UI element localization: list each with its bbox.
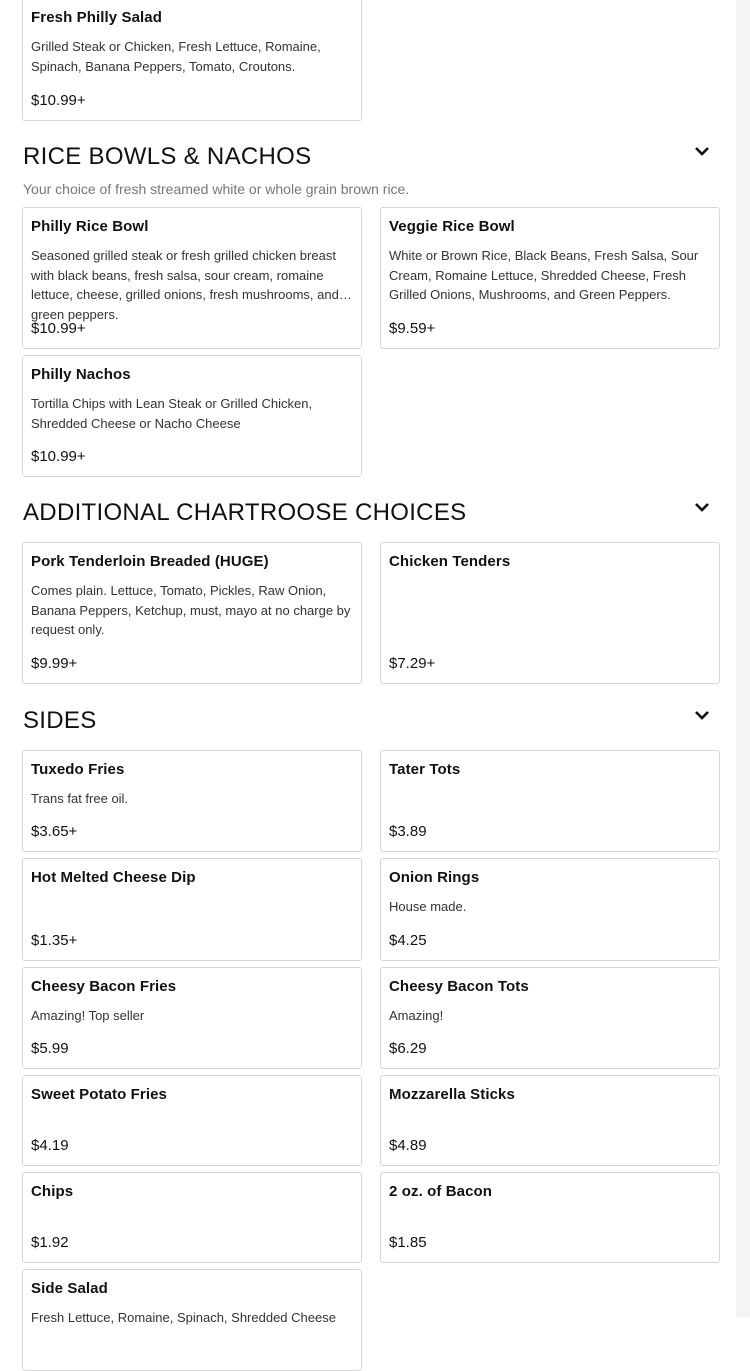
menu-item-sweet-potato-fries[interactable]	[22, 1075, 362, 1166]
menu-item-side-salad[interactable]	[22, 1269, 362, 1371]
menu-item-title: Side Salad	[31, 1280, 108, 1297]
menu-item-price: $3.65+	[31, 823, 78, 840]
menu-item-title: Philly Rice Bowl	[31, 218, 149, 235]
menu-item-price: $10.99+	[31, 92, 86, 109]
menu-item-title: Mozzarella Sticks	[389, 1086, 515, 1103]
menu-item-price: $4.89	[389, 1137, 427, 1154]
menu-item-cheesy-bacon-fries[interactable]	[22, 967, 362, 1069]
menu-item-description: House made.	[389, 899, 467, 914]
menu-item-2oz-bacon[interactable]	[380, 1172, 720, 1263]
section-title-sides: SIDES	[23, 707, 97, 734]
menu-item-pork-tenderloin[interactable]	[22, 542, 362, 684]
menu-item-description: Comes plain. Lettuce, Tomato, Pickles, Raw Onion, Banana Peppers, Ketchup, must, mayo at no charge by request only.	[31, 583, 351, 637]
menu-item-title: Sweet Potato Fries	[31, 1086, 168, 1103]
menu-item-title: Tater Tots	[389, 761, 461, 778]
menu-item-price: $9.59+	[389, 320, 436, 337]
menu-item-description: White or Brown Rice, Black Beans, Fresh Salsa, Sour Cream, Romaine Lettuce, Shredded Cheese, Fresh Grilled Onions, Mushrooms, and Green Peppers.	[389, 248, 699, 302]
menu-item-veggie-rice-bowl[interactable]	[380, 207, 720, 349]
menu-item-price: $1.85	[389, 1234, 427, 1251]
menu-item-title: Cheesy Bacon Fries	[31, 978, 177, 995]
menu-item-price: $6.29	[389, 1040, 427, 1057]
menu-item-description: Seasoned grilled steak or fresh grilled chicken breast with black beans, fresh salsa, sour cream, romaine lettuce, cheese, grilled onions, fresh mushrooms, and green peppers.	[31, 248, 339, 322]
menu-item-title: Chicken Tenders	[389, 553, 511, 570]
menu-item-chips[interactable]	[22, 1172, 362, 1263]
menu-item-philly-rice-bowl[interactable]	[22, 207, 362, 349]
menu-item-description: Grilled Steak or Chicken, Fresh Lettuce, Romaine, Spinach, Banana Peppers, Tomato, Croutons.	[31, 39, 321, 74]
menu-item-tater-tots[interactable]	[380, 750, 720, 852]
menu-item-tuxedo-fries[interactable]	[22, 750, 362, 852]
menu-item-price: $1.92	[31, 1234, 69, 1251]
menu-item-price: $10.99+	[31, 320, 86, 337]
menu-item-hot-melted-cheese-dip[interactable]	[22, 858, 362, 961]
menu-item-title: Tuxedo Fries	[31, 761, 125, 778]
chevron-down-icon[interactable]	[693, 145, 711, 157]
viewport-clip	[0, 1269, 750, 1325]
section-title-rice-bowls-nachos: RICE BOWLS & NACHOS	[23, 143, 312, 170]
menu-item-title: 2 oz. of Bacon	[389, 1183, 493, 1200]
menu-item-title: Chips	[31, 1183, 74, 1200]
chevron-down-icon[interactable]	[693, 709, 711, 721]
menu-item-title: Hot Melted Cheese Dip	[31, 869, 196, 886]
page-scrollbar[interactable]	[736, 0, 750, 1317]
menu-item-description: Trans fat free oil.	[31, 791, 129, 806]
menu-item-price: $4.25	[389, 932, 427, 949]
section-title-additional-chartroose-choices: ADDITIONAL CHARTROOSE CHOICES	[23, 499, 467, 526]
menu-item-title: Veggie Rice Bowl	[389, 218, 515, 235]
menu-item-cheesy-bacon-tots[interactable]	[380, 967, 720, 1069]
menu-item-title: Philly Nachos	[31, 366, 131, 383]
menu-item-price: $4.19	[31, 1137, 69, 1154]
menu-item-title: Cheesy Bacon Tots	[389, 978, 529, 995]
menu-item-mozzarella-sticks[interactable]	[380, 1075, 720, 1166]
menu-item-title: Fresh Philly Salad	[31, 9, 163, 26]
menu-item-onion-rings[interactable]	[380, 858, 720, 961]
menu-item-price: $1.35+	[31, 932, 78, 949]
menu-item-title: Onion Rings	[389, 869, 480, 886]
menu-item-price: $5.99	[31, 1040, 69, 1057]
menu-item-price: $7.29+	[389, 655, 436, 672]
menu-item-price: $10.99+	[31, 448, 86, 465]
menu-item-description: Fresh Lettuce, Romaine, Spinach, Shredded Cheese	[31, 1310, 336, 1325]
menu-item-price: $9.99+	[31, 655, 78, 672]
menu-item-philly-nachos[interactable]	[22, 355, 362, 477]
menu-item-description: Amazing! Top seller	[31, 1008, 145, 1023]
menu-item-description: Tortilla Chips with Lean Steak or Grilled Chicken, Shredded Cheese or Nacho Cheese	[31, 396, 313, 431]
section-subtitle: Your choice of fresh streamed white or whole grain brown rice.	[23, 181, 410, 197]
menu-item-description: Amazing!	[389, 1008, 444, 1023]
menu-item-price: $3.89	[389, 823, 427, 840]
menu-item-title: Pork Tenderloin Breaded (HUGE)	[31, 553, 269, 570]
chevron-down-icon[interactable]	[693, 501, 711, 513]
menu-item-chicken-tenders[interactable]	[380, 542, 720, 684]
menu-item-fresh-philly-salad[interactable]	[22, 0, 362, 121]
